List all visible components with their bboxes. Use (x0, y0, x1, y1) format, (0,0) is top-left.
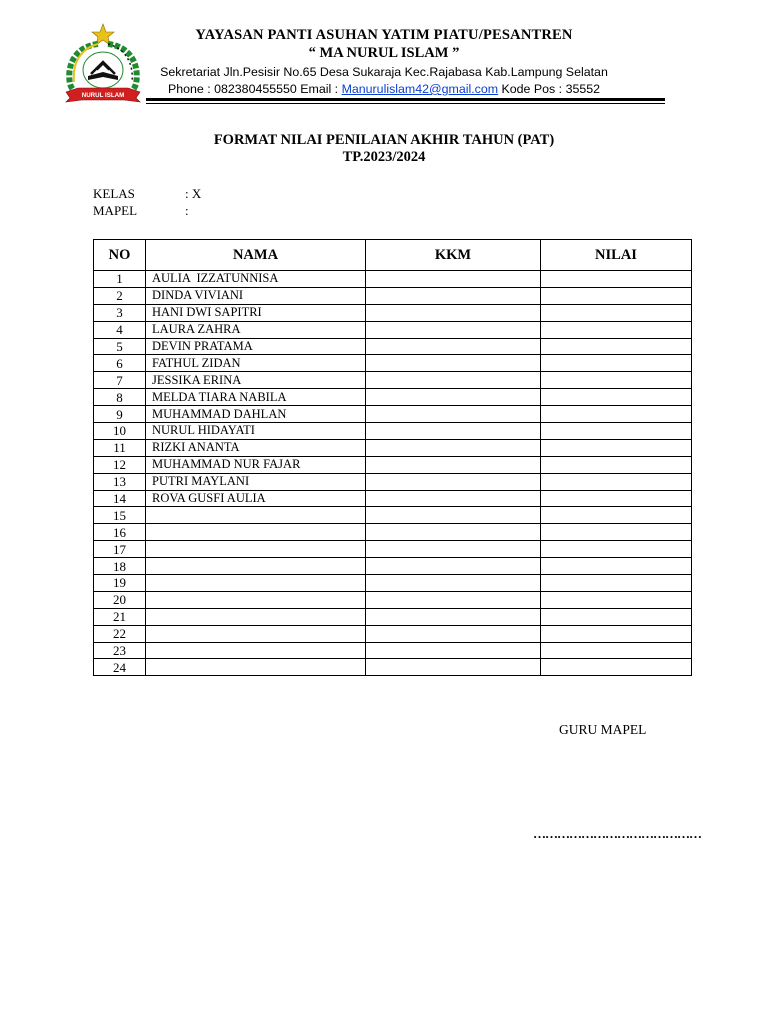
document-title: FORMAT NILAI PENILAIAN AKHIR TAHUN (PAT) (213, 132, 555, 148)
table-row (94, 575, 692, 592)
row-nilai-cell[interactable] (541, 625, 692, 642)
kelas-value: : X (185, 186, 202, 201)
row-nama (146, 625, 366, 642)
row-no: 7 (94, 372, 146, 389)
row-nilai-cell[interactable] (541, 524, 692, 541)
table-row (94, 355, 692, 372)
row-nilai-cell[interactable] (541, 423, 692, 440)
grades-table (93, 239, 692, 676)
table-header-row (94, 240, 692, 271)
table-row (94, 372, 692, 389)
mapel-label: MAPEL (93, 203, 138, 218)
table-row (94, 558, 692, 575)
row-nilai-cell[interactable] (541, 389, 692, 406)
row-nama (146, 642, 366, 659)
table-row (94, 490, 692, 507)
address-line: Sekretariat Jln.Pesisir No.65 Desa Sukaraja Kec.Rajabasa Kab.Lampung Selatan (160, 65, 608, 79)
row-nilai-cell[interactable] (541, 608, 692, 625)
row-nama: MELDA TIARA NABILA (146, 389, 366, 406)
table-row (94, 271, 692, 288)
row-kkm-cell[interactable] (366, 372, 541, 389)
row-kkm-cell[interactable] (366, 625, 541, 642)
logo-ribbon-text: NURUL ISLAM (81, 92, 125, 99)
email-link[interactable]: Manurulislam42@gmail.com (341, 82, 499, 96)
row-nilai-cell[interactable] (541, 439, 692, 456)
row-nama: RIZKI ANANTA (146, 439, 366, 456)
row-nilai-cell[interactable] (541, 473, 692, 490)
row-kkm-cell[interactable] (366, 439, 541, 456)
row-kkm-cell[interactable] (366, 406, 541, 423)
row-nama (146, 659, 366, 676)
contact-line (156, 82, 612, 96)
row-kkm-cell[interactable] (366, 642, 541, 659)
table-row (94, 473, 692, 490)
row-nilai-cell[interactable] (541, 372, 692, 389)
row-nilai-cell[interactable] (541, 659, 692, 676)
row-kkm-cell[interactable] (366, 659, 541, 676)
row-no: 17 (94, 541, 146, 558)
mapel-row (93, 203, 189, 219)
header-divider-thin (146, 103, 665, 104)
row-no: 5 (94, 338, 146, 355)
row-nama: AULIA IZZATUNNISA (146, 271, 366, 288)
kelas-label: KELAS (93, 186, 135, 201)
header-kkm: KKM (366, 240, 541, 271)
header-no: NO (94, 240, 146, 271)
row-nama (146, 507, 366, 524)
row-nilai-cell[interactable] (541, 406, 692, 423)
kelas-row (93, 186, 201, 202)
row-nama: PUTRI MAYLANI (146, 473, 366, 490)
foundation-name: YAYASAN PANTI ASUHAN YATIM PIATU/PESANTREN (195, 27, 573, 43)
header-divider-thick (146, 98, 665, 101)
row-nilai-cell[interactable] (541, 507, 692, 524)
row-nama (146, 591, 366, 608)
row-nama (146, 558, 366, 575)
row-kkm-cell[interactable] (366, 456, 541, 473)
row-kkm-cell[interactable] (366, 423, 541, 440)
table-row (94, 304, 692, 321)
row-nama (146, 541, 366, 558)
row-no: 21 (94, 608, 146, 625)
row-nama (146, 608, 366, 625)
table-row (94, 541, 692, 558)
postal-code: Kode Pos : 35552 (498, 82, 601, 96)
row-nilai-cell[interactable] (541, 490, 692, 507)
row-nilai-cell[interactable] (541, 558, 692, 575)
table-row (94, 287, 692, 304)
row-nilai-cell[interactable] (541, 642, 692, 659)
row-kkm-cell[interactable] (366, 304, 541, 321)
row-nilai-cell[interactable] (541, 271, 692, 288)
row-kkm-cell[interactable] (366, 389, 541, 406)
row-kkm-cell[interactable] (366, 541, 541, 558)
row-no: 4 (94, 321, 146, 338)
row-no: 15 (94, 507, 146, 524)
row-kkm-cell[interactable] (366, 321, 541, 338)
row-nama: MUHAMMAD NUR FAJAR (146, 456, 366, 473)
row-kkm-cell[interactable] (366, 591, 541, 608)
table-row (94, 608, 692, 625)
table-row (94, 507, 692, 524)
row-no: 19 (94, 575, 146, 592)
row-kkm-cell[interactable] (366, 271, 541, 288)
academic-year: TP.2023/2024 (342, 149, 426, 165)
row-nama: FATHUL ZIDAN (146, 355, 366, 372)
table-row (94, 456, 692, 473)
row-kkm-cell[interactable] (366, 473, 541, 490)
table-row (94, 406, 692, 423)
row-no: 11 (94, 439, 146, 456)
row-nama: LAURA ZAHRA (146, 321, 366, 338)
row-no: 3 (94, 304, 146, 321)
row-kkm-cell[interactable] (366, 338, 541, 355)
table-row (94, 659, 692, 676)
row-nilai-cell[interactable] (541, 338, 692, 355)
table-row (94, 524, 692, 541)
table-row (94, 439, 692, 456)
row-nilai-cell[interactable] (541, 321, 692, 338)
row-kkm-cell[interactable] (366, 524, 541, 541)
row-nilai-cell[interactable] (541, 355, 692, 372)
row-kkm-cell[interactable] (366, 490, 541, 507)
row-nama: MUHAMMAD DAHLAN (146, 406, 366, 423)
row-kkm-cell[interactable] (366, 575, 541, 592)
phone-text: Phone : 082380455550 Email : (167, 82, 342, 96)
row-no: 8 (94, 389, 146, 406)
row-no: 13 (94, 473, 146, 490)
row-no: 9 (94, 406, 146, 423)
table-row (94, 625, 692, 642)
row-kkm-cell[interactable] (366, 355, 541, 372)
row-kkm-cell[interactable] (366, 608, 541, 625)
row-no: 22 (94, 625, 146, 642)
row-no: 14 (94, 490, 146, 507)
row-no: 20 (94, 591, 146, 608)
row-nama: ROVA GUSFI AULIA (146, 490, 366, 507)
header-nama: NAMA (146, 240, 366, 271)
row-nama: NURUL HIDAYATI (146, 423, 366, 440)
row-no: 16 (94, 524, 146, 541)
row-nama: DINDA VIVIANI (146, 287, 366, 304)
table-row (94, 321, 692, 338)
mapel-value: : (185, 203, 189, 218)
row-nama (146, 575, 366, 592)
row-no: 1 (94, 271, 146, 288)
row-no: 2 (94, 287, 146, 304)
signature-line: …………………………………… (533, 826, 701, 841)
row-nilai-cell[interactable] (541, 287, 692, 304)
guru-mapel-label: GURU MAPEL (559, 722, 647, 737)
row-nilai-cell[interactable] (541, 541, 692, 558)
row-kkm-cell[interactable] (366, 287, 541, 304)
header-nilai: NILAI (541, 240, 692, 271)
school-logo (58, 22, 148, 104)
table-row (94, 389, 692, 406)
table-row (94, 423, 692, 440)
row-nama: DEVIN PRATAMA (146, 338, 366, 355)
row-nilai-cell[interactable] (541, 575, 692, 592)
school-name: “ MA NURUL ISLAM ” (308, 45, 460, 61)
row-no: 10 (94, 423, 146, 440)
row-nilai-cell[interactable] (541, 591, 692, 608)
row-no: 18 (94, 558, 146, 575)
row-no: 23 (94, 642, 146, 659)
row-no: 6 (94, 355, 146, 372)
row-kkm-cell[interactable] (366, 507, 541, 524)
table-row (94, 591, 692, 608)
row-no: 12 (94, 456, 146, 473)
row-no: 24 (94, 659, 146, 676)
table-row (94, 642, 692, 659)
row-nilai-cell[interactable] (541, 456, 692, 473)
row-nama: JESSIKA ERINA (146, 372, 366, 389)
table-row (94, 338, 692, 355)
row-kkm-cell[interactable] (366, 558, 541, 575)
row-nama (146, 524, 366, 541)
row-nama: HANI DWI SAPITRI (146, 304, 366, 321)
row-nilai-cell[interactable] (541, 304, 692, 321)
